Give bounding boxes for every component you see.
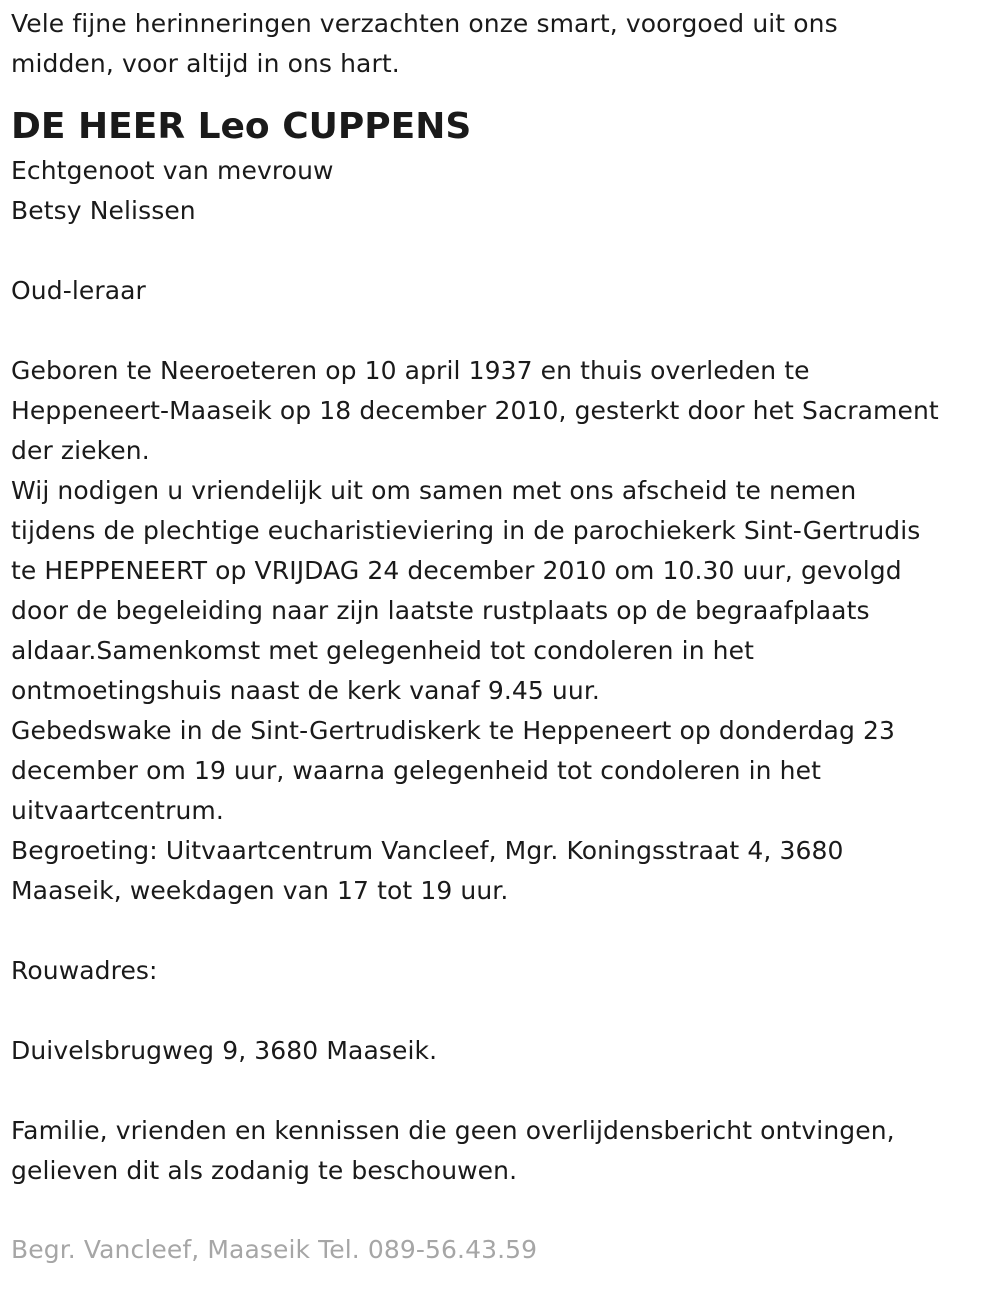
obituary-notice	[11, 4, 996, 1270]
body-line: Gebedswake in de Sint-Gertrudiskerk te Heppeneert op donderdag 23	[11, 716, 895, 745]
spacer	[11, 311, 996, 351]
body-text	[11, 351, 996, 911]
body-line: der zieken.	[11, 436, 150, 465]
intro-line: Vele fijne herinneringen verzachten onze smart, voorgoed uit ons	[11, 9, 838, 38]
mourning-address: Duivelsbrugweg 9, 3680 Maaseik.	[11, 1036, 438, 1065]
intro-quote	[11, 4, 996, 84]
body-line: door de begeleiding naar zijn laatste rustplaats op de begraafplaats	[11, 596, 870, 625]
body-line: uitvaartcentrum.	[11, 796, 224, 825]
notice-text	[11, 1111, 996, 1191]
spacer	[11, 991, 996, 1031]
spouse-line: Echtgenoot van mevrouw	[11, 156, 334, 185]
occupation: Oud-leraar	[11, 276, 146, 305]
body-line: december om 19 uur, waarna gelegenheid tot condoleren in het	[11, 756, 822, 785]
body-line: Geboren te Neeroeteren op 10 april 1937 en thuis overleden te	[11, 356, 810, 385]
funeral-home-footer: Begr. Vancleef, Maaseik Tel. 089-56.43.59	[11, 1235, 538, 1264]
body-line: te HEPPENEERT op VRIJDAG 24 december 2010 om 10.30 uur, gevolgd	[11, 556, 902, 585]
spacer	[11, 911, 996, 951]
notice-line: Familie, vrienden en kennissen die geen overlijdensbericht ontvingen,	[11, 1116, 895, 1145]
deceased-name: DE HEER Leo CUPPENS	[11, 106, 472, 147]
spacer	[11, 231, 996, 271]
body-line: Wij nodigen u vriendelijk uit om samen met ons afscheid te nemen	[11, 476, 857, 505]
intro-line: midden, voor altijd in ons hart.	[11, 49, 400, 78]
address-label: Rouwadres:	[11, 956, 158, 985]
body-line: aldaar.Samenkomst met gelegenheid tot condoleren in het	[11, 636, 755, 665]
spouse-info	[11, 151, 996, 231]
body-line: ontmoetingshuis naast de kerk vanaf 9.45 uur.	[11, 676, 600, 705]
spouse-line: Betsy Nelissen	[11, 196, 196, 225]
body-line: Heppeneert-Maaseik op 18 december 2010, gesterkt door het Sacrament	[11, 396, 939, 425]
body-line: Begroeting: Uitvaartcentrum Vancleef, Mgr. Koningsstraat 4, 3680	[11, 836, 844, 865]
body-line: Maaseik, weekdagen van 17 tot 19 uur.	[11, 876, 509, 905]
spacer	[11, 1071, 996, 1111]
body-line: tijdens de plechtige eucharistieviering in de parochiekerk Sint-Gertrudis	[11, 516, 921, 545]
notice-line: gelieven dit als zodanig te beschouwen.	[11, 1156, 518, 1185]
